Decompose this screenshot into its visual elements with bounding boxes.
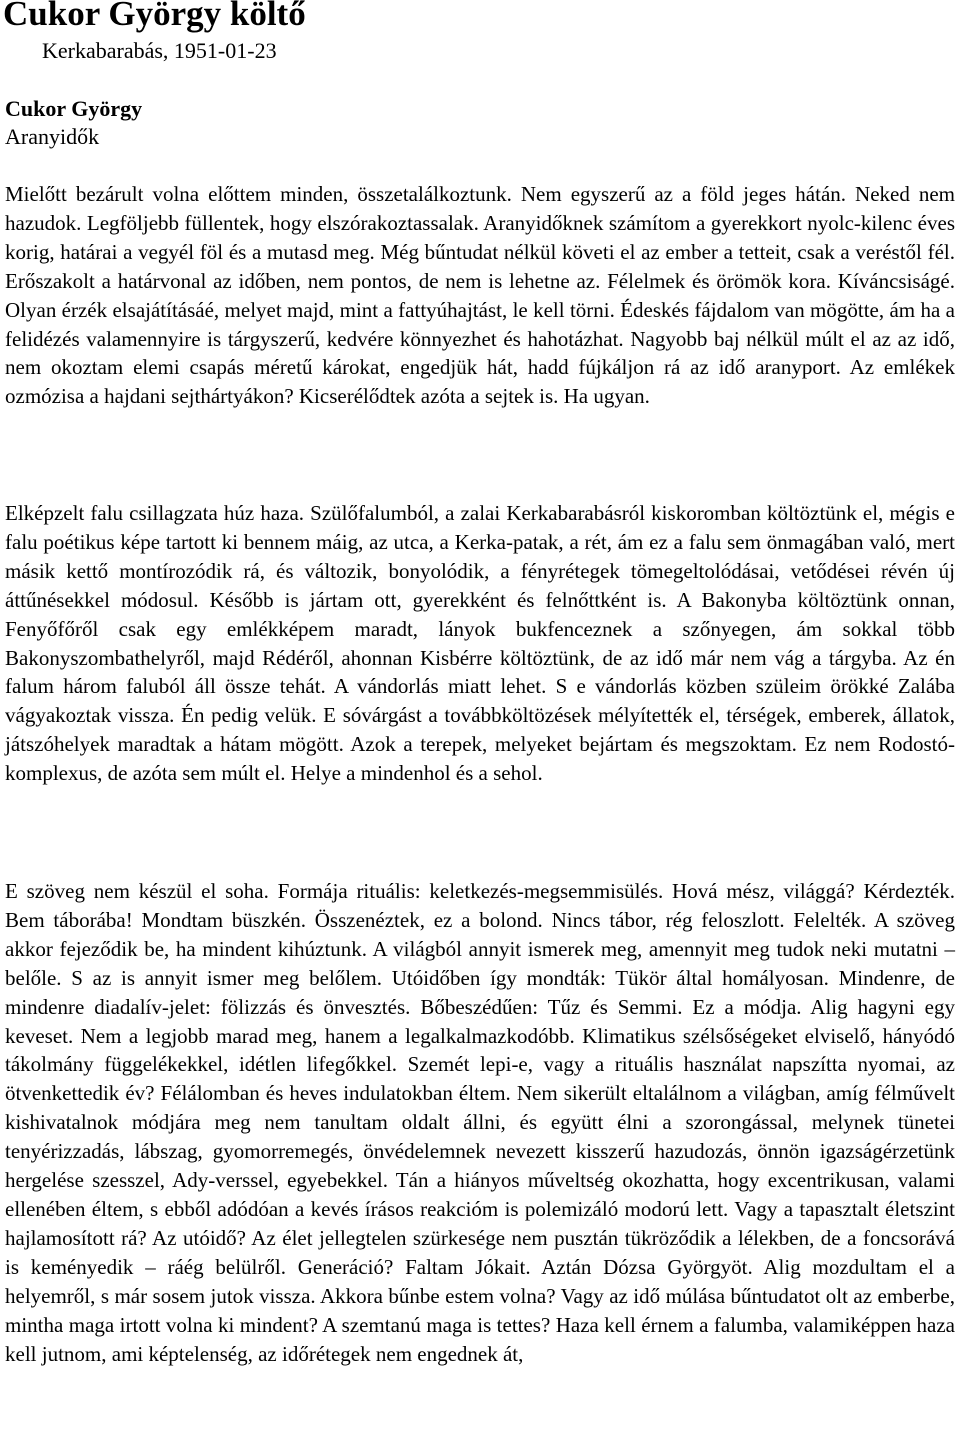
work-author: Cukor György xyxy=(5,96,143,121)
author-heading: Cukor György költő xyxy=(3,0,306,33)
birth-place-date: Kerkabarabás, 1951-01-23 xyxy=(42,38,277,63)
body-paragraph-3: E szöveg nem készül el soha. Formája rituális: keletkezés-megsemmisülés. Hová mész, világgá? Kérdezték. Bem táborába! Mondtam büszkén. Összenéztek, ez a bolond. Nincs tábor, rég feloszlott. Felelték. A szöveg akkor fejeződik be, ha mindent kihúztunk. A világból annyit ismerek meg, amennyit meg tudok neki mutatni – belőle. S az is annyit ismer meg belőlem. Utóidőben így mondták: Tükör által homályosan. Mindenre, de mindenre diadalív-jelet: fölizzás és önvesztés. Bőbeszédűen: Tűz és Semmi. Ez a módja. Alig hagyni egy keveset. Nem a legjobb marad meg, hanem a legalkalmazkodóbb. Klimatikus szélsőségeket elviselő, hányódó tákolmány függelékekkel, idétlen lifegőkkel. Szemét lepi-e, vagy a rituális használat napszítta nyomai, az ötvenkettedik év? Félálomban és heves indulatokban éltem. Nem sikerült eltalálnom a világban, amíg félművelt kishivatalnok módjára meg nem tanultam oldalt állni, és együtt élni a szorongással, melynek tünetei tenyérizzadás, lábszag, gyomorremegés, önvédelemnek nevezett kisszerű hazudozás, önnön igazságérzetünk hergelése szesszel, Ady-verssel, egyebekkel. Tán a hiányos műveltség okozhatta, hogy excentrikusan, valami ellenében éltem, s ebből adódóan a kevés írásos reakcióm is polemizáló modorú lett. Vagy a tapasztalt életszint hajlamosított rá? Az utóidő? Az élet jellegtelen szürkesége nem pusztán tükröződik a lélekben, de a foncsorává is keményedik – ráég belülről. Generáció? Faltam Jókait. Aztán Dózsa Györgyöt. Alig mozdultam el a helyemről, s már sosem jutok vissza. Akkora bűnbe estem volna? Vagy az idő múlása bűntudatot olt az emberbe, mintha maga irtott volna ki mindent? A szemtanú maga is tettes? Haza kell érnem a falumba, valamiképpen haza kell jutnom, ami képtelenség, az időrétegek nem engednek át, xyxy=(5,879,955,1366)
work-title: Aranyidők xyxy=(5,124,100,149)
body-paragraph-2: Elképzelt falu csillagzata húz haza. Szülőfalumból, a zalai Kerkabarabásról kiskoromban költöztünk el, mégis e falu poétikus képe tartott ki bennem máig, az utca, a Kerka-patak, a rét, ám ez a falu sem önmagában való, mert másik kettő montírozódik rá, és változik, bonyolódik, a fényrétegek tömegeltolódásai, vetődései révén új áttűnésekkel módosul. Később is jártam ott, gyerekként és felnőttként is. A Bakonyba költöztünk onnan, Fenyőfőről csak egy emlékképem maradt, lányok bukfenceznek a szőnyegen, ám sokkal több Bakonyszombathelyről, majd Rédéről, ahonnan Kisbérre költöztünk, de az idő már nem vág a tárgyba. Az én falum három faluból áll össze tehát. A vándorlás miatt lehet. S e vándorlás közben szüleim örökké Zalába vágyakoztak vissza. Én pedig velük. E sóvárgást a továbbköltözések mélyítették el, térségek, emberek, állatok, játszóhelyek maradtak a hátam mögött. Azok a terepek, melyeket bejártam és megszoktam. Ez nem Rodostó-komplexus, de azóta sem múlt el. Helye a mindenhol és a sehol. xyxy=(5,501,955,786)
body-paragraph-1: Mielőtt bezárult volna előttem minden, összetalálkoztunk. Nem egyszerű az a föld jeges hátán. Neked nem hazudok. Legföljebb füllentek, hogy elszórakoztassalak. Aranyidőknek számítom a gyerekkort nyolc-kilenc éves korig, határai a vegyél föl és a mutasd meg. Még bűntudat nélkül követi el az ember a tetteit, csak a veréstől fél. Erőszakolt a határvonal az időben, nem pontos, de nem is lehetne az. Félelmek és örömök kora. Kíváncsiságé. Olyan érzék elsajátításáé, melyet majd, mint a fattyúhajtást, le kell törni. Édeskés fájdalom van mögötte, ám ha a felidézés valamennyire is tárgyszerű, kedvére könnyezhet és hahotázhat. Nagyobb baj nélkül múlt el az az idő, nem okoztam elemi csapás méretű károkat, engedjük hát, hadd fújkáljon rá az idő aranyport. Az emlékek ozmózisa a hajdani sejthártyákon? Kicserélődtek azóta a sejtek is. Ha ugyan. xyxy=(5,182,955,409)
